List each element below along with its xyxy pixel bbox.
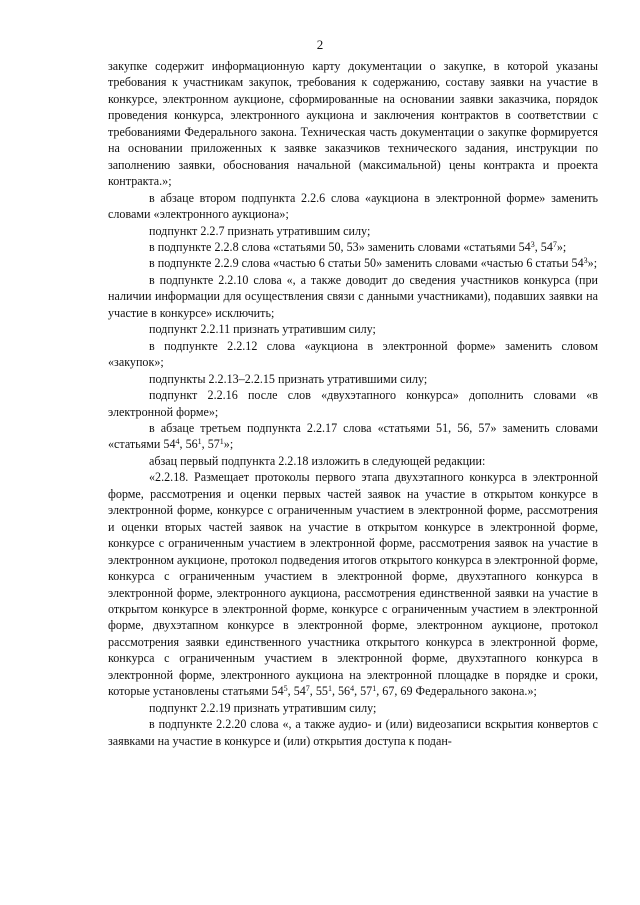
paragraph xyxy=(108,338,598,371)
paragraph-text: , 67, 69 Федерального закона.»; xyxy=(376,684,537,699)
superscript-index: 7 xyxy=(552,239,557,249)
paragraph-text: в абзаце третьем подпункта 2.2.17 слова «статьями 51, 56, 57» заменить словами «статьями 54 xyxy=(108,420,598,452)
page-number: 2 xyxy=(316,37,324,52)
paragraph-text: «2.2.18. Размещает протоколы первого этапа двухэтапного конкурса в электронной форме, рассмотрения и оценки первых частей заявок на участие в открытом конкурсе в электронной форме, конкурсе с ограниченным участием в электронной форме, рассмотрения и оценки вторых частей заявок на участие в открытом конкурсе в электронной форме, конкурсе с ограниченным участием в электронной форме, рассмотрения заявок на участие в электронном аукционе, протокол подведения итогов открытого конкурса в электронной форме, конкурса с ограниченным участием в электронной форме, двухэтапного конкурса в электронной форме, электронного аукциона, рассмотрения единственной заявки на участие в открытом конкурсе в электронной форме, конкурсе с ограниченным участием в электронной форме, двухэтапном конкурсе в электронной форме, электронном аукционе, протокол рассмотрения заявки единственного участника открытого конкурса в электронной форме, конкурса с ограниченным участием в электронной форме, двухэтапного конкурса в электронной форме, электронного аукциона на электронной площадке в порядке и сроки, которые установлены статьями 54 xyxy=(108,470,598,699)
superscript-index: 7 xyxy=(305,684,310,694)
paragraph-text: в подпункте 2.2.20 слова «, а также аудио- и (или) видеозаписи вскрытия конвертов с заявками на участие в конкурсе и (или) открытия доступа к подан- xyxy=(108,717,598,748)
paragraph-text: в абзаце втором подпункта 2.2.6 слова «аукциона в электронной форме» заменить словами «электронного аукциона»; xyxy=(108,190,598,222)
paragraph xyxy=(108,190,598,223)
paragraph xyxy=(108,420,598,453)
paragraph-text: подпункт 2.2.16 после слов «двухэтапного конкурса» дополнить словами «в электронной форме»; xyxy=(108,388,598,419)
paragraph-text: , 54 xyxy=(287,684,306,699)
document-body xyxy=(108,58,598,749)
paragraph xyxy=(108,700,598,716)
paragraph xyxy=(108,272,598,321)
paragraph-text: , 54 xyxy=(534,239,553,254)
paragraph-text: , 55 xyxy=(309,684,328,699)
paragraph-text: »; xyxy=(587,256,598,271)
paragraph-text: абзац первый подпункта 2.2.18 изложить в следующей редакции: xyxy=(149,453,486,468)
paragraph-text: »; xyxy=(223,437,234,452)
paragraph-text: в подпункте 2.2.12 слова «аукциона в электронной форме» заменить словом «закупок»; xyxy=(108,338,598,370)
paragraph xyxy=(108,716,598,749)
paragraph xyxy=(108,255,598,271)
superscript-index: 1 xyxy=(219,437,224,447)
paragraph-text: , 56 xyxy=(179,437,198,452)
paragraph-text: , 57 xyxy=(201,437,220,452)
paragraph-text: в подпункте 2.2.10 слова «, а также доводит до сведения участников конкурса (при наличии информации для осуществления связи с данными участниками), подавших заявки на участие в конкурсе» исключить; xyxy=(108,272,598,320)
superscript-index: 1 xyxy=(197,437,202,447)
paragraph-text: подпункты 2.2.13–2.2.15 признать утратившими силу; xyxy=(149,371,428,386)
paragraph xyxy=(108,321,598,337)
superscript-index: 4 xyxy=(175,437,180,447)
paragraph xyxy=(108,239,598,255)
paragraph xyxy=(108,387,598,420)
paragraph-text: подпункт 2.2.11 признать утратившим силу; xyxy=(149,322,376,337)
paragraph-text: закупке содержит информационную карту документации о закупке, в которой указаны требования к участникам закупок, требования к содержанию, составу заявки на участие в конкурсе, электронном аукционе, сформированные на основании заявки заказчика, порядок проведения конкурса, электронного аукциона и заключения контрактов в соответствии с требованиями Федерального закона. Техническая часть документации о закупке формируется на основании приложенных к заявке заказчиков технического задания, инструкции по заполнению заявки, обоснования начальной (максимальной) цены контракта и проекта контракта.»; xyxy=(108,59,598,189)
paragraph xyxy=(108,223,598,239)
paragraph-text: в подпункте 2.2.8 слова «статьями 50, 53» заменить словами «статьями 54 xyxy=(149,239,531,254)
paragraph xyxy=(108,469,598,699)
superscript-index: 3 xyxy=(583,256,588,266)
superscript-index: 3 xyxy=(530,239,535,249)
paragraph-text: подпункт 2.2.19 признать утратившим силу; xyxy=(149,700,377,715)
superscript-index: 1 xyxy=(327,684,332,694)
paragraph xyxy=(108,58,598,190)
paragraph-text: , 56 xyxy=(331,684,351,699)
paragraph xyxy=(108,453,598,469)
superscript-index: 5 xyxy=(283,684,288,694)
paragraph xyxy=(108,371,598,387)
paragraph-text: »; xyxy=(556,239,567,254)
paragraph-text: , 57 xyxy=(354,684,373,699)
superscript-index: 4 xyxy=(350,684,355,694)
paragraph-text: в подпункте 2.2.9 слова «частью 6 статьи 50» заменить словами «частью 6 статьи 54 xyxy=(149,256,584,271)
superscript-index: 1 xyxy=(372,684,377,694)
paragraph-text: подпункт 2.2.7 признать утратившим силу; xyxy=(149,223,371,238)
